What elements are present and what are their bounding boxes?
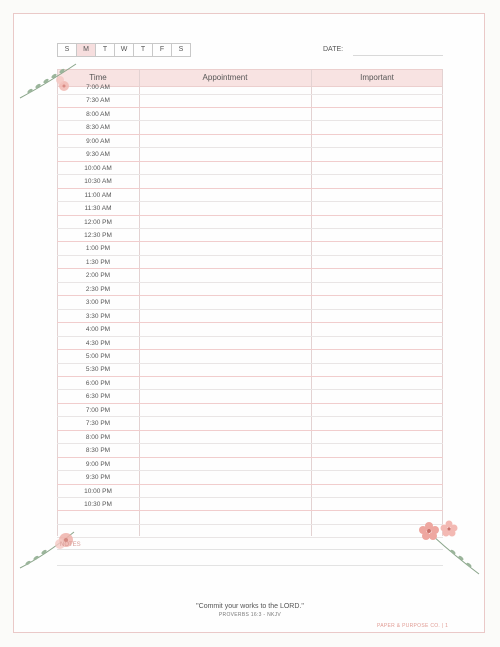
time-label: 7:00 PM — [85, 406, 111, 414]
time-label: 10:30 PM — [84, 500, 112, 508]
time-label: 7:30 PM — [85, 420, 111, 428]
time-label: 3:30 PM — [85, 312, 111, 320]
date-label: DATE: — [323, 46, 344, 53]
appointment-cell[interactable] — [139, 148, 443, 161]
time-label: 5:30 PM — [85, 366, 111, 374]
appointment-cell[interactable] — [139, 310, 443, 323]
quote-reference: PROVERBS 16:3 - NKJV — [218, 612, 282, 618]
floral-sprig-bottom-right-icon — [417, 516, 483, 576]
time-label: 9:00 AM — [86, 137, 110, 145]
appointment-cell[interactable] — [139, 269, 443, 282]
appointment-cell[interactable] — [139, 444, 443, 457]
time-label: 6:30 PM — [85, 393, 111, 401]
appointment-cell[interactable] — [139, 323, 443, 336]
floral-sprig-bottom-left-icon — [18, 528, 80, 572]
time-label: 6:00 PM — [85, 379, 111, 387]
appointment-cell[interactable] — [139, 162, 443, 175]
weekday-selector — [57, 43, 191, 57]
notes-line[interactable] — [57, 549, 443, 550]
time-label: 8:00 PM — [85, 433, 111, 441]
notes-label: NOTES — [60, 542, 81, 548]
time-label: 11:00 AM — [84, 191, 112, 199]
header-time: Time — [89, 73, 107, 82]
schedule-table — [57, 69, 443, 536]
time-label: 11:30 AM — [84, 205, 112, 213]
appointment-cell[interactable] — [139, 242, 443, 255]
weekday-1[interactable]: M — [77, 44, 96, 56]
time-label: 9:00 PM — [85, 460, 111, 468]
time-label: 10:30 AM — [84, 178, 112, 186]
appointment-cell[interactable] — [139, 108, 443, 121]
row-line — [57, 524, 443, 525]
notes-line[interactable] — [57, 565, 443, 566]
time-label: 4:30 PM — [85, 339, 111, 347]
time-label: 7:30 AM — [86, 97, 110, 105]
time-label: 1:00 PM — [85, 245, 111, 253]
time-label: 3:00 PM — [85, 299, 111, 307]
appointment-cell[interactable] — [139, 390, 443, 403]
time-label: 8:30 PM — [85, 447, 111, 455]
time-label: 2:30 PM — [85, 285, 111, 293]
row-line — [57, 537, 443, 538]
appointment-cell[interactable] — [139, 431, 443, 444]
weekday-6[interactable]: S — [178, 46, 184, 53]
time-label: 8:30 AM — [86, 124, 110, 132]
appointment-cell[interactable] — [139, 189, 443, 202]
appointment-cell[interactable] — [139, 81, 443, 94]
appointment-cell[interactable] — [139, 175, 443, 188]
appointment-cell[interactable] — [139, 229, 443, 242]
time-label: 10:00 AM — [84, 164, 112, 172]
header-appointment: Appointment — [202, 73, 248, 82]
appointment-cell[interactable] — [139, 216, 443, 229]
time-label: 10:00 PM — [84, 487, 112, 495]
time-label: 4:00 PM — [85, 326, 111, 334]
time-label: 1:30 PM — [85, 258, 111, 266]
weekday-5[interactable]: F — [153, 44, 172, 56]
appointment-cell[interactable] — [139, 485, 443, 498]
appointment-cell[interactable] — [139, 94, 443, 107]
appointment-cell[interactable] — [139, 498, 443, 511]
time-label: 5:00 PM — [85, 353, 111, 360]
appointment-cell[interactable] — [139, 135, 443, 148]
date-field[interactable] — [353, 55, 443, 56]
appointment-cell[interactable] — [139, 121, 443, 134]
appointment-cell[interactable] — [139, 417, 443, 430]
time-label: 8:00 AM — [86, 110, 110, 118]
time-label: 7:00 AM — [86, 84, 110, 91]
weekday-3[interactable]: W — [115, 44, 134, 56]
weekday-0[interactable]: S — [58, 44, 77, 56]
appointment-cell[interactable] — [139, 377, 443, 390]
appointment-cell[interactable] — [139, 296, 443, 309]
header-important: Important — [360, 73, 394, 82]
time-label: 9:30 PM — [85, 474, 111, 482]
weekday-2[interactable]: T — [96, 44, 115, 56]
time-label: 2:00 PM — [85, 272, 111, 280]
appointment-cell[interactable] — [139, 404, 443, 417]
time-label: 12:30 PM — [84, 231, 112, 239]
footer-brand: PAPER & PURPOSE CO. | 1 — [377, 623, 449, 629]
weekday-4[interactable]: T — [134, 44, 153, 56]
appointment-cell[interactable] — [139, 283, 443, 296]
appointment-cell[interactable] — [139, 458, 443, 471]
appointment-cell[interactable] — [139, 202, 443, 215]
floral-sprig-top-left-icon — [18, 58, 80, 100]
appointment-cell[interactable] — [139, 337, 443, 350]
time-label: 12:00 PM — [84, 218, 112, 226]
appointment-cell[interactable] — [139, 256, 443, 269]
time-label: 9:30 AM — [86, 151, 110, 159]
appointment-cell[interactable] — [139, 350, 443, 363]
appointment-cell[interactable] — [139, 363, 443, 376]
appointment-cell[interactable] — [139, 471, 443, 484]
quote-text: "Commit your works to the LORD." — [196, 603, 304, 610]
